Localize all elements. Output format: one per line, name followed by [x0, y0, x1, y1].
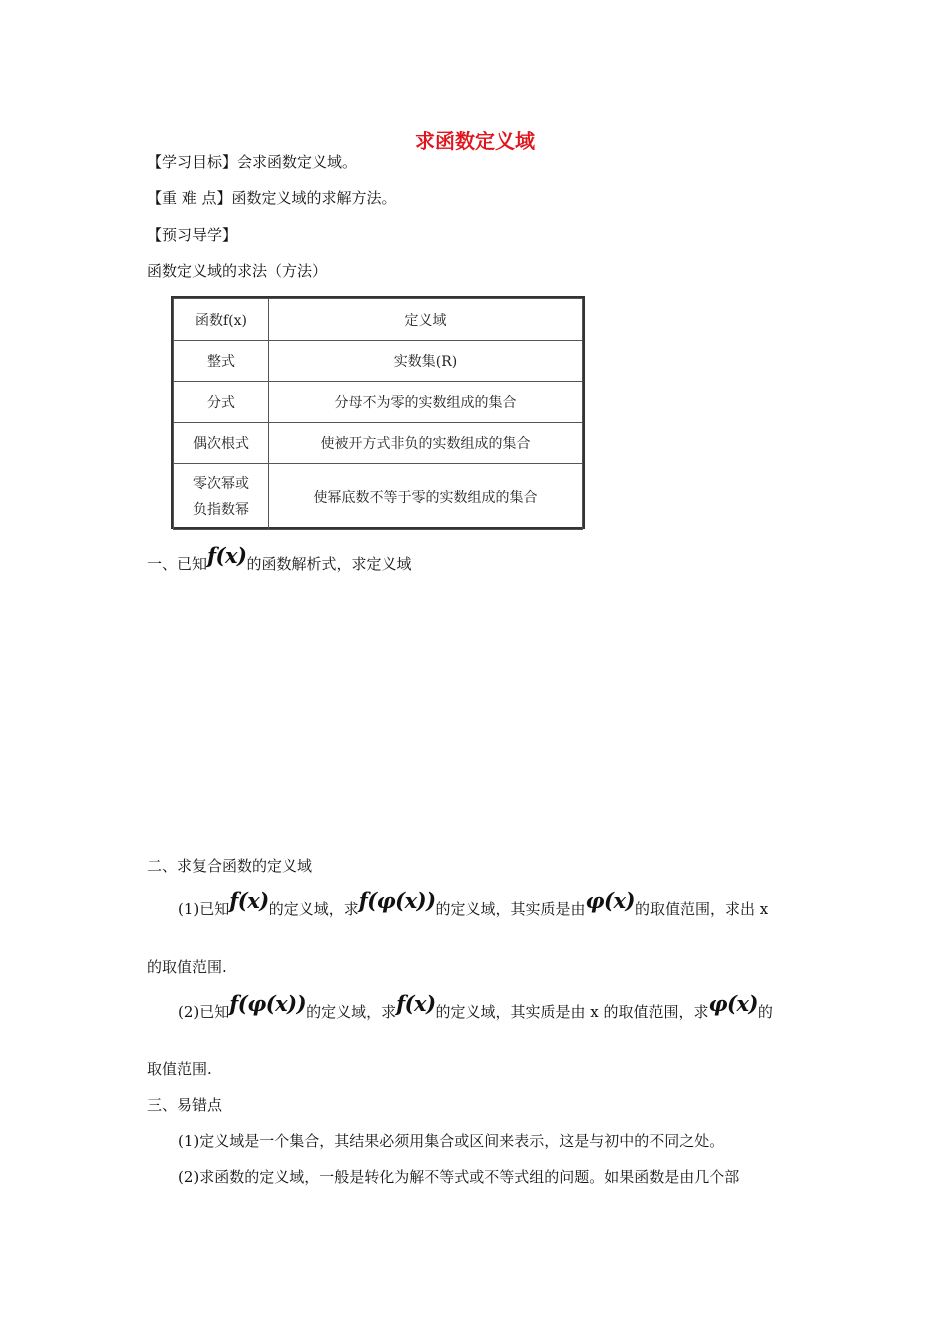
text: 的函数解析式，求定义域 [246, 555, 412, 573]
section-2-item-1 [178, 888, 769, 919]
math-formula: f(x) [207, 543, 247, 568]
section-3-item-2: (2)求函数的定义域，一般是转化为解不等式或不等式组的问题。如果函数是由几个部 [178, 1168, 740, 1186]
text: (1)已知 [178, 900, 230, 918]
method-heading: 函数定义域的求法（方法） [147, 262, 328, 280]
text: 一、已知 [147, 555, 208, 573]
table-row [174, 341, 583, 382]
key-difficult-points: 【重 难 点】函数定义域的求解方法。 [147, 189, 397, 207]
table-cell: 使被开方式非负的实数组成的集合 [269, 423, 583, 464]
table-cell: 整式 [174, 341, 269, 382]
math-formula: f(φ(x)) [229, 991, 307, 1016]
section-1-heading [147, 543, 412, 574]
table-header-row [174, 299, 583, 341]
text: 的 [757, 1003, 773, 1021]
math-formula: φ(x) [708, 991, 758, 1016]
table-cell: 偶次根式 [174, 423, 269, 464]
section-2-item-2-continued: 取值范围. [147, 1060, 212, 1078]
table-cell: 使幂底数不等于零的实数组成的集合 [269, 464, 583, 530]
page-title: 求函数定义域 [415, 129, 535, 153]
table-cell-line: 零次幂或 [193, 475, 249, 492]
table-header-domain: 定义域 [269, 299, 583, 341]
table-row [174, 464, 583, 530]
preview-heading: 【预习导学】 [147, 226, 238, 244]
table-cell: 实数集(R) [269, 341, 583, 382]
section-2-item-1-continued: 的取值范围. [147, 958, 227, 976]
table-cell: 分式 [174, 382, 269, 423]
math-formula: φ(x) [585, 888, 635, 913]
text: 的定义域，求 [268, 900, 359, 918]
section-3-heading: 三、易错点 [147, 1096, 223, 1114]
table-cell-line: 负指数幂 [193, 501, 249, 518]
text: 的取值范围，求出 x [634, 900, 769, 918]
text: 的定义域，其实质是由 [435, 900, 586, 918]
text: (2)已知 [178, 1003, 230, 1021]
section-3-item-1: (1)定义域是一个集合，其结果必须用集合或区间来表示，这是与初中的不同之处。 [178, 1132, 725, 1150]
table-row [174, 382, 583, 423]
learning-goal: 【学习目标】会求函数定义域。 [147, 153, 358, 171]
section-2-heading: 二、求复合函数的定义域 [147, 857, 313, 875]
section-2-item-2 [178, 991, 773, 1022]
domain-method-table [171, 296, 585, 529]
text: 的定义域，求 [306, 1003, 397, 1021]
table-cell [174, 464, 269, 530]
table-cell: 分母不为零的实数组成的集合 [269, 382, 583, 423]
math-formula: f(x) [396, 991, 436, 1016]
math-formula: f(φ(x)) [358, 888, 436, 913]
table-header-function: 函数f(x) [174, 299, 269, 341]
math-formula: f(x) [229, 888, 269, 913]
text: 的定义域，其实质是由 x 的取值范围，求 [435, 1003, 709, 1021]
table-row [174, 423, 583, 464]
